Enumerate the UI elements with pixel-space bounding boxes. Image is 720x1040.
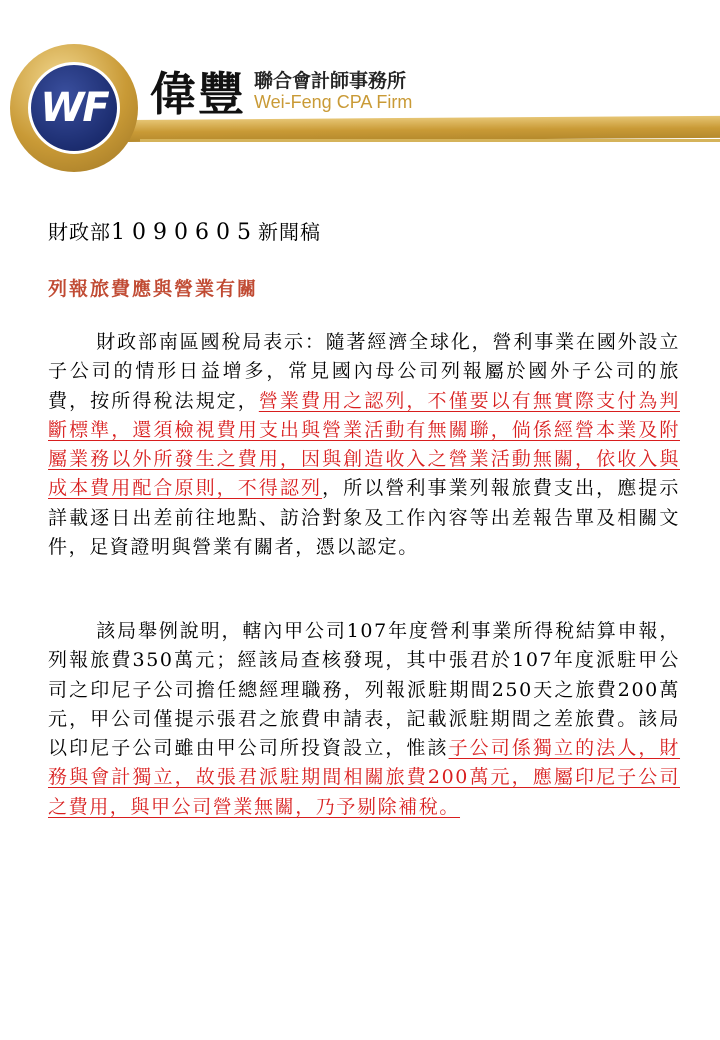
heading-suffix: 新聞稿	[257, 220, 321, 244]
article-subtitle: 列報旅費應與營業有關	[48, 278, 259, 300]
paragraph-1	[48, 328, 680, 562]
paragraph-2-highlight: 子公司係獨立的法人，財務與會計獨立，故張君派駐期間相關旅費200萬元，應屬印尼子公司之費用，與甲公司營業無關，乃予剔除補稅。	[48, 737, 681, 818]
paragraph-2-text: 該局舉例說明，轄內甲公司107年度營利事業所得稅結算申報，列報旅費350萬元；經該局查核發現，其中張君於107年度派駐甲公司之印尼子公司擔任總經理職務，列報派駐期間250天之旅費200萬元，甲公司僅提示張君之旅費申請表，記載派駐期間之差旅費。該局以印尼子公司雖由甲公司所投資設立，惟該	[48, 620, 680, 760]
brand-name-english: Wei-Feng CPA Firm	[254, 92, 413, 112]
letterhead	[0, 0, 720, 175]
heading-prefix: 財政部	[48, 220, 111, 244]
press-release-heading	[48, 216, 321, 245]
heading-date: 1090605	[111, 220, 258, 245]
paragraph-1-text-end: ，所以營利事業列報旅費支出，應提示詳載逐日出差前往地點、訪洽對象及工作內容等出差報告單及相關文件，足資證明與營業有關者，憑以認定。	[48, 477, 680, 559]
brand-name-chinese: 偉豐	[150, 67, 246, 121]
paragraph-2	[48, 617, 680, 822]
paragraph-1-text: 財政部南區國稅局表示：隨著經濟全球化，營利事業在國外設立子公司的情形日益增多，常見國內母公司列報屬於國外子公司的旅費，按所得稅法規定，	[48, 331, 680, 412]
logo-text: WF	[40, 85, 108, 131]
paragraph-1-highlight: 營業費用之認列，不僅要以有無實際支付為判斷標準，還須檢視費用支出與營業活動有無關聯，倘係經營本業及附屬業務以外所發生之費用，因與創造收入之營業活動無關，依收入與成本費用配合原則，不得認列	[48, 389, 680, 500]
gold-band-line	[140, 139, 720, 142]
brand-subtitle: 聯合會計師事務所	[254, 70, 407, 92]
